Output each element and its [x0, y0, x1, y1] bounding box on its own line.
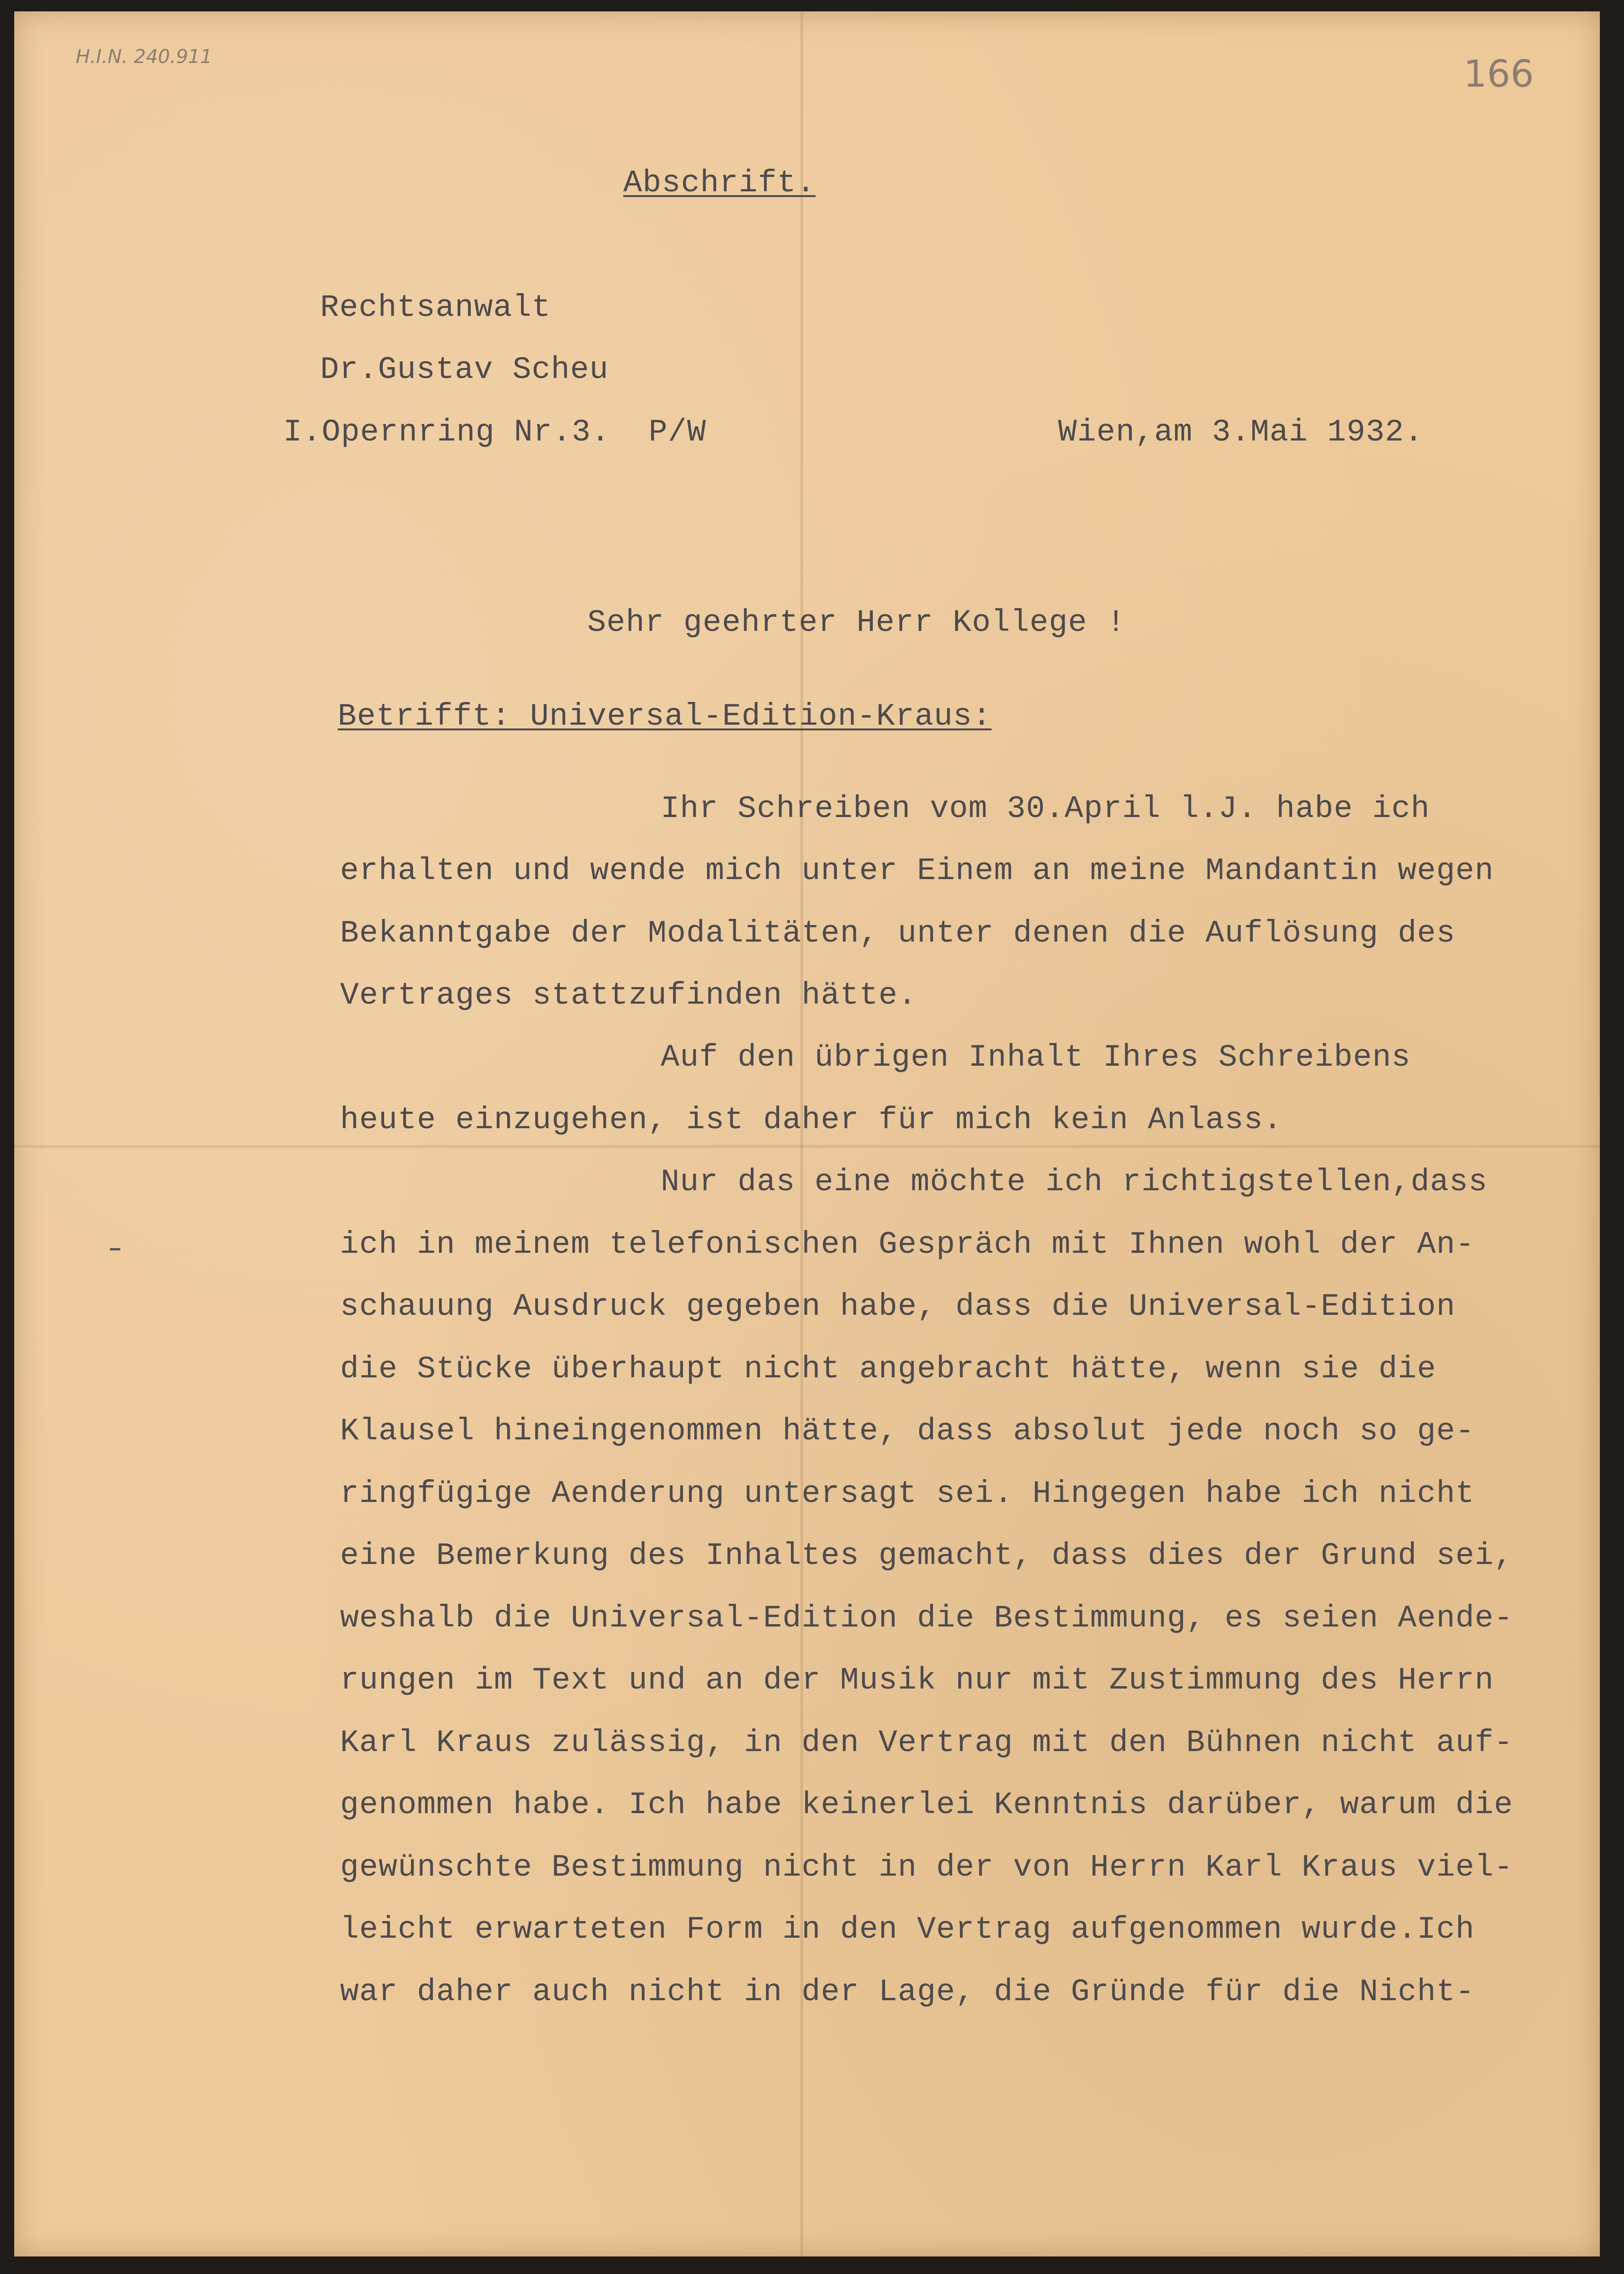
sender-address: I.Opernring Nr.3. P/W: [283, 414, 707, 450]
body-line: Ihr Schreiben vom 30.April l.J. habe ich: [661, 791, 1430, 827]
body-line: ringfügige Aenderung untersagt sei. Hingegen habe ich nicht: [340, 1476, 1475, 1511]
body-line: leicht erwarteten Form in den Vertrag aufgenommen wurde.Ich: [340, 1912, 1475, 1947]
body-line: schauung Ausdruck gegeben habe, dass die Universal-Edition: [340, 1289, 1456, 1324]
body-line: Vertrages stattzufinden hätte.: [340, 978, 917, 1013]
body-line: rungen im Text und an der Musik nur mit Zustimmung des Herrn: [340, 1663, 1494, 1698]
body-line: die Stücke überhaupt nicht angebracht hätte, wenn sie die: [340, 1351, 1436, 1387]
body-line: Klausel hineingenommen hätte, dass absolut jede noch so ge-: [340, 1413, 1475, 1449]
body-line: gewünschte Bestimmung nicht in der von Herrn Karl Kraus viel-: [340, 1850, 1513, 1885]
date-place: Wien,am 3.Mai 1932.: [1058, 414, 1424, 450]
horizontal-fold-line: [14, 1145, 1600, 1148]
body-line: genommen habe. Ich habe keinerlei Kenntnis darüber, warum die: [340, 1787, 1513, 1823]
body-line: Karl Kraus zulässig, in den Vertrag mit den Bühnen nicht auf-: [340, 1725, 1513, 1761]
sender-name: Dr.Gustav Scheu: [320, 352, 609, 387]
body-line: weshalb die Universal-Edition die Bestimmung, es seien Aende-: [340, 1600, 1513, 1636]
body-line: ich in meinem telefonischen Gespräch mit Ihnen wohl der An-: [340, 1227, 1475, 1262]
document-title: Abschrift.: [623, 165, 816, 201]
sender-title: Rechtsanwalt: [320, 290, 551, 325]
body-line: heute einzugehen, ist daher für mich kein Anlass.: [340, 1102, 1283, 1138]
body-line: Auf den übrigen Inhalt Ihres Schreibens: [661, 1040, 1411, 1075]
page-number: 166: [1463, 53, 1534, 96]
body-line: Bekanntgabe der Modalitäten, unter denen die Auflösung des: [340, 916, 1456, 951]
archive-stamp: H.I.N. 240.911: [76, 46, 213, 68]
body-line: erhalten und wende mich unter Einem an meine Mandantin wegen: [340, 853, 1494, 889]
body-line: Nur das eine möchte ich richtigstellen,dass: [661, 1164, 1488, 1200]
margin-mark: [110, 1248, 120, 1250]
body-line: eine Bemerkung des Inhaltes gemacht, dass dies der Grund sei,: [340, 1538, 1513, 1573]
salutation: Sehr geehrter Herr Kollege !: [587, 605, 1126, 640]
subject-line: Betrifft: Universal-Edition-Kraus:: [338, 699, 992, 734]
body-line: war daher auch nicht in der Lage, die Gründe für die Nicht-: [340, 1974, 1475, 2010]
